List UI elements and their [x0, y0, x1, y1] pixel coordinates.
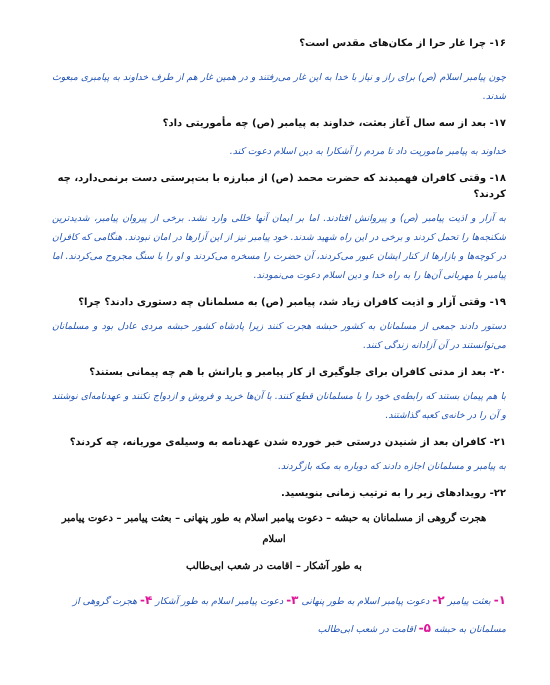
ordered-event: دعوت پیامبر اسلام به طور آشکار — [152, 596, 287, 607]
question-22: ۲۲- رویدادهای زیر را به ترتیب زمانی بنویسید. — [280, 488, 506, 499]
order-number: ۱- — [493, 593, 506, 607]
order-number: ۲- — [432, 593, 445, 607]
question-block-22 — [52, 486, 506, 643]
question-block-16 — [52, 36, 506, 106]
answer-17: خداوند به پیامبر ماموریت داد تا مردم را آشکارا به دین اسلام دعوت کند. — [229, 146, 506, 157]
answer-21: به پیامبر و مسلمانان اجازه دادند که دوباره به مکه بازگردند. — [278, 461, 506, 472]
question-block-20 — [52, 365, 506, 425]
answer-19: دستور دادند جمعی از مسلمانان به کشور حبشه هجرت کنند زیرا پادشاه کشور حبشه مردی عادل بود و مسلمانان می‌توانستند در آن آزادانه زندگی کنند. — [52, 321, 506, 351]
question-block-21 — [52, 435, 506, 476]
answer-16: چون پیامبر اسلام (ص) برای راز و نیاز با خدا به این غار می‌رفتند و در همین غار هم از طرف خداوند به پیامبری مبعوث شدند. — [52, 72, 506, 102]
answer-18: به آزار و اذیت پیامبر (ص) و پیروانش افتادند. اما بر ایمان آنها خللی وارد نشد. برخی از پیروان پیامبر، شدیدترین شکنجه‌ها را تحمل کردند و برخی در این راه شهید شدند. خود پیامبر نیز از این آزارها در امان نبودند. هنگامی که کافران در کوچه‌ها و بازارها از کنار ایشان عبور می‌کردند، آن حضرت را مسخره می‌کردند و او را با سنگ مجروح می‌کردند. اما پیامبر با مهربانی آن‌ها را به راه خدا و دین اسلام دعوت می‌نمودند. — [52, 213, 506, 281]
order-number: ۵- — [418, 621, 431, 635]
order-number: ۳- — [286, 593, 299, 607]
ordered-event: اقامت در شعب ابی‌طالب — [317, 624, 419, 635]
question-17: ۱۷- بعد از سه سال آغاز بعثت، خداوند به پیامبر (ص) چه مأموریتی داد؟ — [162, 118, 506, 129]
question-19: ۱۹- وقتی آزار و اذیت کافران زیاد شد، پیامبر (ص) به مسلمانان چه دستوری دادند؟ چرا؟ — [78, 297, 506, 308]
question-20: ۲۰- بعد از مدتی کافران برای جلوگیری از کار پیامبر و یارانش با هم چه پیمانی بستند؟ — [89, 367, 506, 378]
question-21: ۲۱- کافران بعد از شنیدن درستی خبر خورده شدن عهدنامه به وسیله‌ی موریانه، چه کردند؟ — [69, 437, 506, 448]
question-18: ۱۸- وقتی کافران فهمیدند که حضرت محمد (ص) از مبارزه با بت‌پرستی دست برنمی‌دارد، چه کردند؟ — [57, 173, 506, 200]
ordered-event: بعثت پیامبر — [444, 596, 494, 607]
answer-20: با هم پیمان بستند که رابطه‌ی خود را با مسلمانان قطع کنند. با آن‌ها خرید و فروش و ازدواج نکنند و عهدنامه‌ای نوشتند و آن را در خانه‌ی کعبه گذاشتند. — [52, 391, 506, 421]
answer-22 — [52, 587, 506, 643]
events-list-line-2: به طور آشکار – اقامت در شعب ابی‌طالب — [186, 561, 362, 572]
question-block-18 — [52, 171, 506, 285]
question-block-19 — [52, 295, 506, 355]
order-number: ۴- — [140, 593, 153, 607]
events-list-line-1: هجرت گروهی از مسلمانان به حبشه – دعوت پیامبر اسلام به طور پنهانی – بعثت پیامبر – دعوت پیامبر اسلام — [61, 513, 487, 545]
question-block-17 — [52, 116, 506, 161]
ordered-event: دعوت پیامبر اسلام به طور پنهانی — [298, 596, 433, 607]
question-16: ۱۶- چرا غار حرا از مکان‌های مقدس است؟ — [299, 38, 506, 49]
ordered-event: هجرت گروهی از مسلمانان به حبشه — [72, 596, 506, 635]
